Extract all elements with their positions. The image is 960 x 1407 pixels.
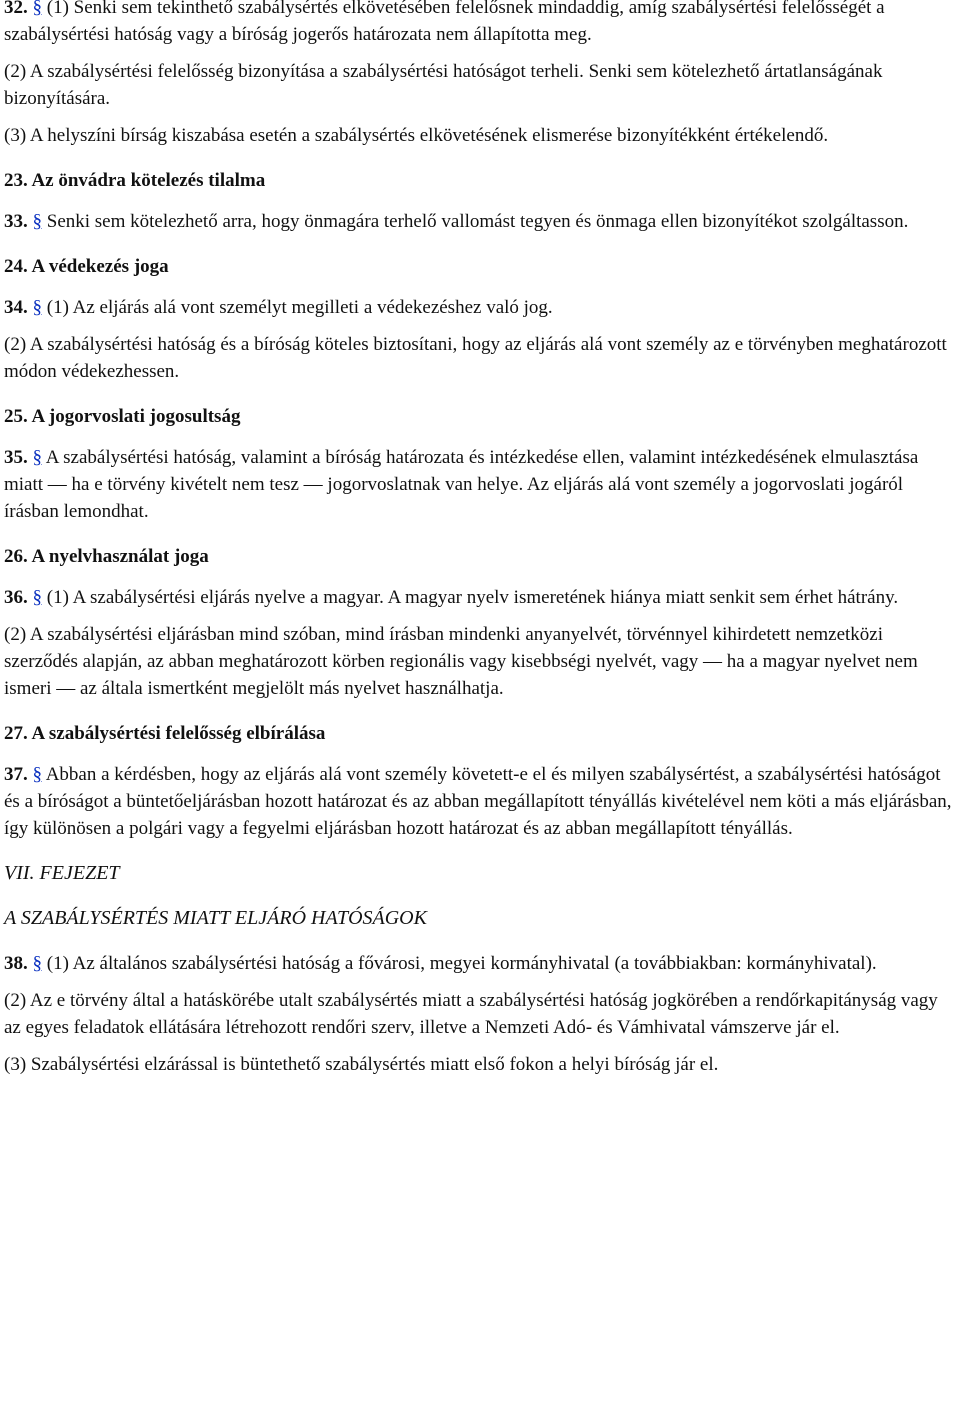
article-32-para-1 xyxy=(4,0,958,48)
article-38-para-3: (3) Szabálysértési elzárással is büntethető szabálysértés miatt első fokon a helyi bíróság jár el. xyxy=(4,1054,719,1075)
article-text: Senki sem kötelezhető arra, hogy önmagára terhelő vallomást tegyen és önmaga ellen bizonyítékot szolgáltasson. xyxy=(42,211,909,232)
article-34-para-2: (2) A szabálysértési hatóság és a bíróság köteles biztosítani, hogy az eljárás alá vont személy az e törvényben meghatározott módon védekezhessen. xyxy=(4,334,947,382)
article-text: (1) Az általános szabálysértési hatóság a fővárosi, megyei kormányhivatal (a továbbiakban: kormányhivatal). xyxy=(42,953,877,974)
article-text: Abban a kérdésben, hogy az eljárás alá vont személy követett-e el és milyen szabálysértést, a szabálysértési hatóságot és a bíróságot a büntetőeljárásban hozott határozat és az abban megállapított tényállás kivételével nem köti a más eljárásban, így különösen a polgári vagy a fegyelmi eljárásban hozott határozat és az abban megállapított tényállás. xyxy=(4,764,952,839)
article-37-para-1 xyxy=(4,761,958,842)
article-text: A szabálysértési hatóság, valamint a bíróság határozata és intézkedése ellen, valamint intézkedésének elmulasztása miatt ― ha e törvény kivételt nem tesz ― jogorvoslatnak van helye. Az eljárás alá vont személy a jogorvoslati jogáról írásban lemondhat. xyxy=(4,447,919,522)
section-link[interactable]: § xyxy=(32,953,42,974)
article-number: 35. xyxy=(4,447,28,468)
article-number: 38. xyxy=(4,953,28,974)
article-number: 32. xyxy=(4,0,28,18)
article-text: (1) Az eljárás alá vont személyt megilleti a védekezéshez való jog. xyxy=(42,297,553,318)
article-32-para-3: (3) A helyszíni bírság kiszabása esetén a szabálysértés elkövetésének elismerése bizonyítékként értékelendő. xyxy=(4,125,829,146)
chapter-number: VII. FEJEZET xyxy=(4,862,120,884)
article-33-para-1 xyxy=(4,208,958,235)
section-link[interactable]: § xyxy=(32,447,42,468)
section-link[interactable]: § xyxy=(32,211,42,232)
article-text: (1) Senki sem tekinthető szabálysértés elkövetésében felelősnek mindaddig, amíg szabálysértési felelősségét a szabálysértési hatóság vagy a bíróság jogerős határozata nem állapította meg. xyxy=(4,0,885,45)
section-heading-27: 27. A szabálysértési felelősség elbírálása xyxy=(4,723,326,744)
section-link[interactable]: § xyxy=(32,587,42,608)
document-body xyxy=(4,0,958,1088)
article-text: (1) A szabálysértési eljárás nyelve a magyar. A magyar nyelv ismeretének hiánya miatt senkit sem érhet hátrány. xyxy=(42,587,899,608)
section-heading-25: 25. A jogorvoslati jogosultság xyxy=(4,406,241,427)
section-link[interactable]: § xyxy=(32,764,42,785)
article-38-para-1 xyxy=(4,950,958,977)
section-link[interactable]: § xyxy=(32,297,42,318)
section-heading-26: 26. A nyelvhasználat joga xyxy=(4,546,209,567)
article-number: 33. xyxy=(4,211,28,232)
article-number: 36. xyxy=(4,587,28,608)
article-32-para-2: (2) A szabálysértési felelősség bizonyítása a szabálysértési hatóságot terheli. Senki sem kötelezhető ártatlanságának bizonyítására. xyxy=(4,61,883,109)
section-link[interactable]: § xyxy=(32,0,42,18)
article-35-para-1 xyxy=(4,444,958,525)
article-34-para-1 xyxy=(4,294,958,321)
chapter-title: A SZABÁLYSÉRTÉS MIATT ELJÁRÓ HATÓSÁGOK xyxy=(4,907,427,929)
article-38-para-2: (2) Az e törvény által a hatáskörébe utalt szabálysértés miatt a szabálysértési hatóság jogkörében a rendőrkapitányság vagy az egyes feladatok ellátására létrehozott rendőri szerv, illetve a Nemzeti Adó- és Vámhivatal vámszerve jár el. xyxy=(4,990,938,1038)
article-number: 34. xyxy=(4,297,28,318)
article-36-para-2: (2) A szabálysértési eljárásban mind szóban, mind írásban mindenki anyanyelvét, törvénnyel kihirdetett nemzetközi szerződés alapján, az abban meghatározott körben regionális vagy kisebbségi nyelvét, vagy ― ha a magyar nyelvet nem ismeri ― az általa ismertként megjelölt más nyelvet használhatja. xyxy=(4,624,918,699)
article-36-para-1 xyxy=(4,584,958,611)
section-heading-23: 23. Az önvádra kötelezés tilalma xyxy=(4,170,266,191)
article-number: 37. xyxy=(4,764,28,785)
section-heading-24: 24. A védekezés joga xyxy=(4,256,169,277)
